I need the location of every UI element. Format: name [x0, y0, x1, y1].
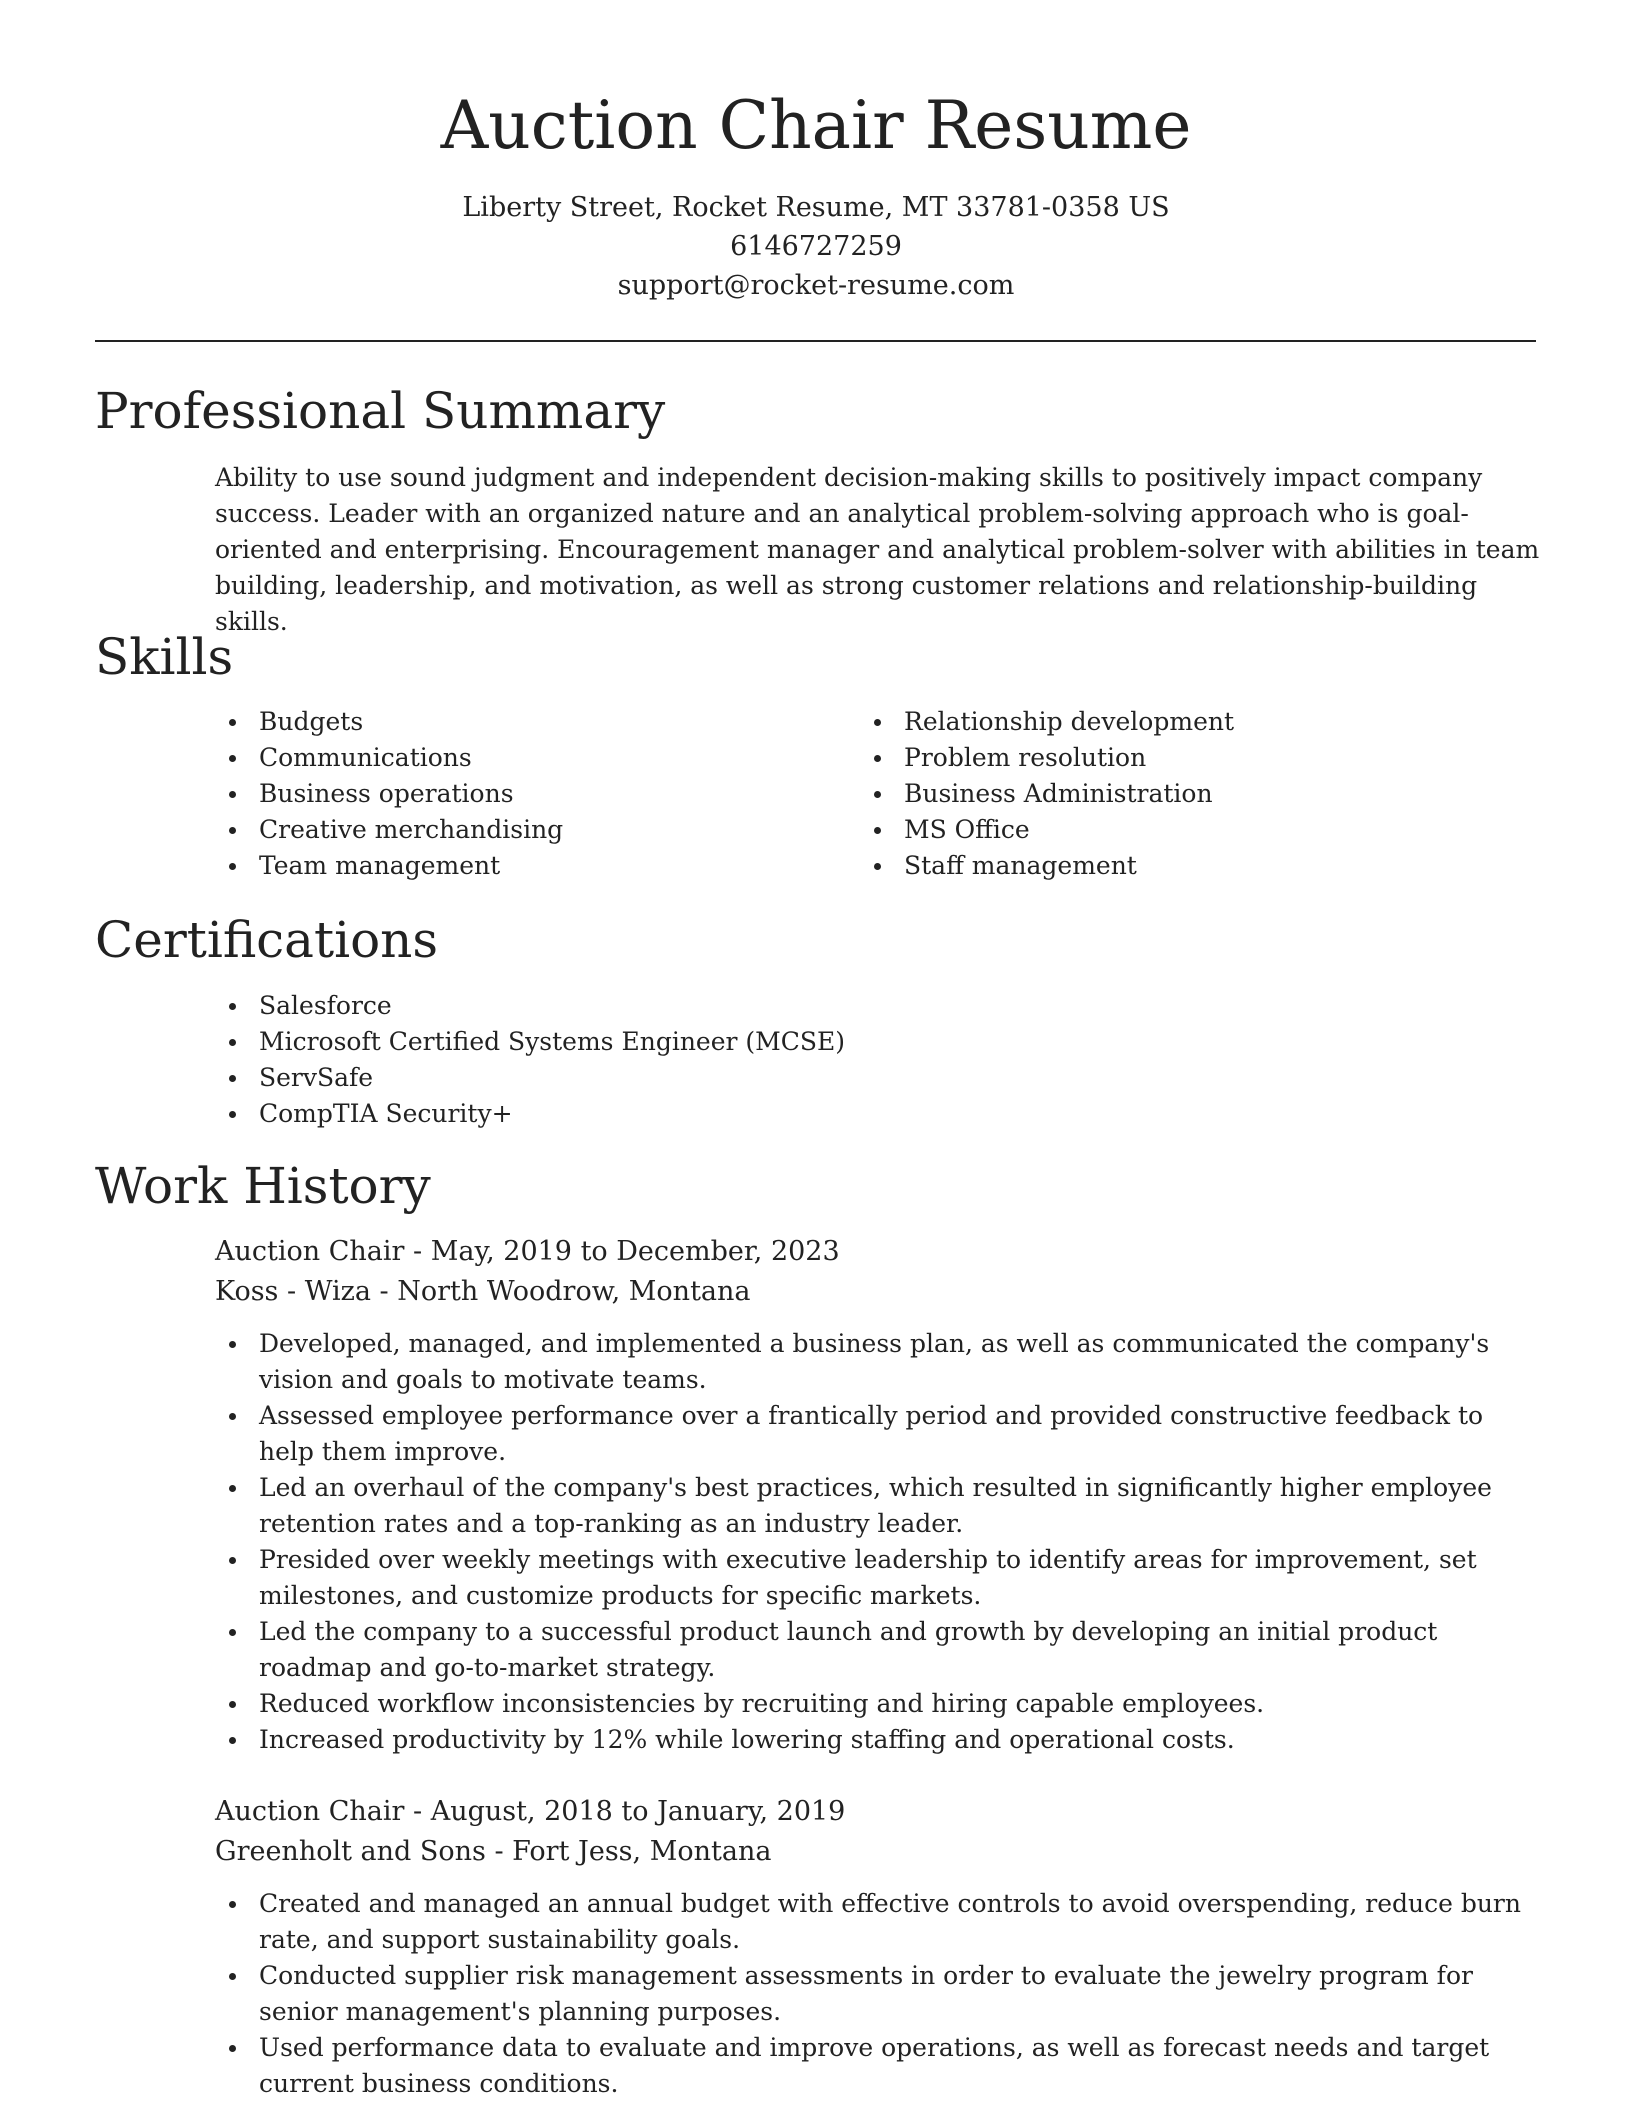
- job-bullet: Reduced workflow inconsistencies by recruiting and hiring capable employees.: [215, 1686, 1540, 1722]
- job-bullet: Created and managed an annual budget with effective controls to avoid overspending, reduce burn rate, and support sustainability goals.: [215, 1886, 1540, 1958]
- skill-item: Budgets: [215, 704, 815, 740]
- summary-text: Ability to use sound judgment and independent decision-making skills to positively impact company success. Leader with an organized nature and an analytical problem-solving approach who is goal-oriented and enterprising. Encouragement manager and analytical problem-solver with abilities in team building, leadership, and motivation, as well as strong customer relations and relationship-building skills.: [215, 463, 1540, 636]
- email: support@rocket-resume.com: [617, 270, 1015, 301]
- address: Liberty Street, Rocket Resume, MT 33781-0358 US: [462, 192, 1170, 223]
- job-bullets: [215, 1886, 1540, 2102]
- job-title-line: Auction Chair - May, 2019 to December, 2023: [215, 1236, 840, 1267]
- skills-list-right: [860, 704, 1510, 884]
- skill-item: Communications: [215, 740, 815, 776]
- work-history-heading: Work History: [95, 1157, 431, 1215]
- certification-item: Microsoft Certified Systems Engineer (MCSE): [215, 1024, 1315, 1060]
- certification-item: CompTIA Security+: [215, 1096, 1315, 1132]
- summary-heading: Professional Summary: [95, 382, 666, 440]
- skills-list-left: [215, 704, 815, 884]
- skill-item: Team management: [215, 848, 815, 884]
- job-bullet: Developed, managed, and implemented a business plan, as well as communicated the company's vision and goals to motivate teams.: [215, 1326, 1540, 1398]
- job-bullet: Led an overhaul of the company's best practices, which resulted in significantly higher employee retention rates and a top-ranking as an industry leader.: [215, 1470, 1540, 1542]
- certifications-heading: Certifications: [95, 911, 439, 969]
- certification-item: Salesforce: [215, 988, 1315, 1024]
- skill-item: Creative merchandising: [215, 812, 815, 848]
- skill-item: Problem resolution: [860, 740, 1510, 776]
- skill-item: Relationship development: [860, 704, 1510, 740]
- job-bullet: Used performance data to evaluate and improve operations, as well as forecast needs and target current business conditions.: [215, 2030, 1540, 2102]
- skills-heading: Skills: [95, 628, 234, 686]
- skill-item: Staff management: [860, 848, 1510, 884]
- skill-item: MS Office: [860, 812, 1510, 848]
- certification-item: ServSafe: [215, 1060, 1315, 1096]
- job-company-line: Greenholt and Sons - Fort Jess, Montana: [215, 1836, 772, 1867]
- job-bullet: Assessed employee performance over a frantically period and provided constructive feedback to help them improve.: [215, 1398, 1540, 1470]
- certifications-list: [215, 988, 1315, 1132]
- job-bullet: Led the company to a successful product launch and growth by developing an initial product roadmap and go-to-market strategy.: [215, 1614, 1540, 1686]
- job-bullets: [215, 1326, 1540, 1758]
- skill-item: Business operations: [215, 776, 815, 812]
- job-bullet: Conducted supplier risk management assessments in order to evaluate the jewelry program for senior management's planning purposes.: [215, 1958, 1540, 2030]
- contact-info: [0, 188, 1632, 305]
- job-company-line: Koss - Wiza - North Woodrow, Montana: [215, 1276, 751, 1307]
- job-bullet: Increased productivity by 12% while lowering staffing and operational costs.: [215, 1722, 1540, 1758]
- job-bullet: Presided over weekly meetings with executive leadership to identify areas for improvement, set milestones, and customize products for specific markets.: [215, 1542, 1540, 1614]
- skill-item: Business Administration: [860, 776, 1510, 812]
- phone: 6146727259: [730, 231, 902, 262]
- job-title-line: Auction Chair - August, 2018 to January, 2019: [215, 1796, 846, 1827]
- resume-title: Auction Chair Resume: [440, 87, 1192, 164]
- header-divider: [95, 340, 1536, 342]
